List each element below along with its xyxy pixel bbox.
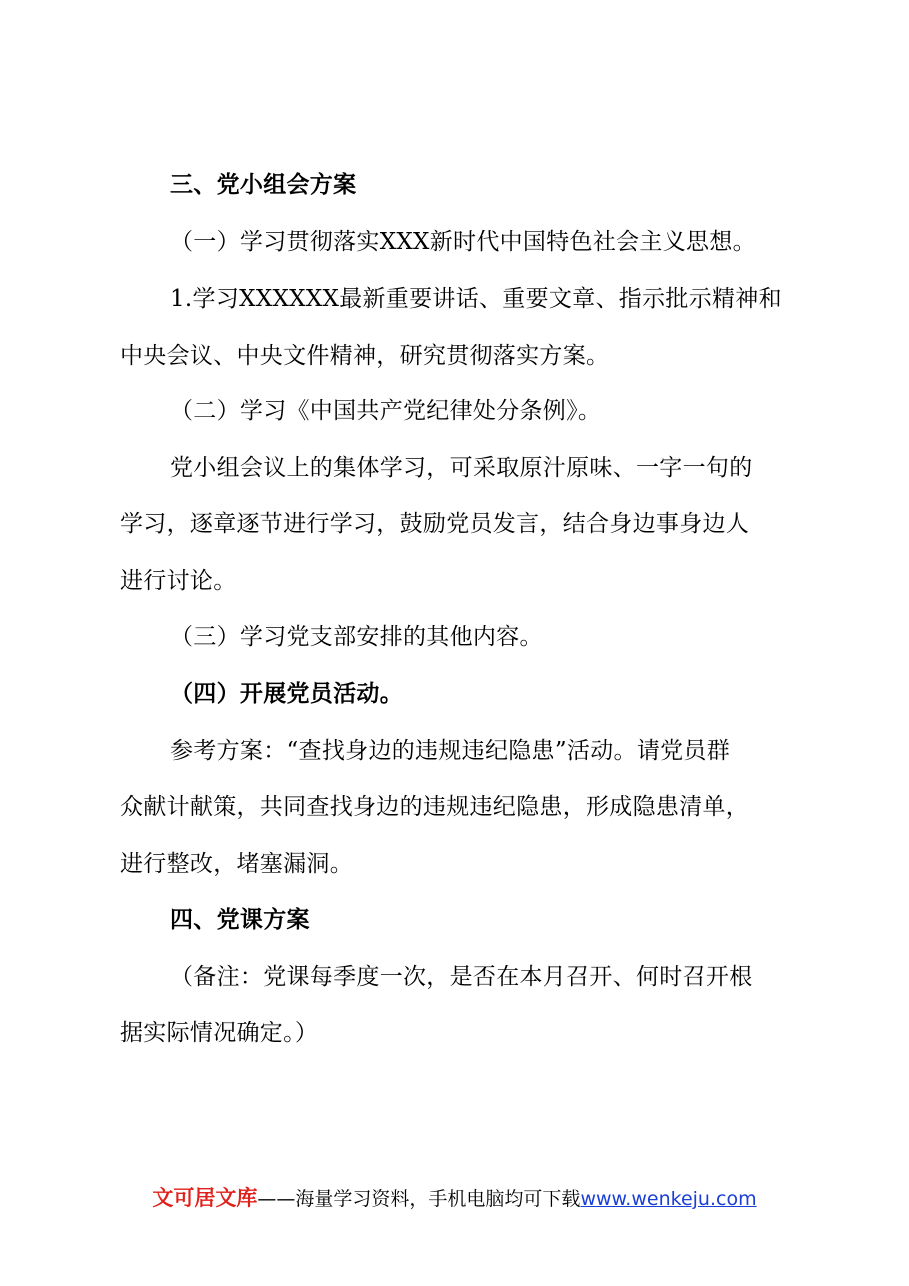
footer-tagline: ——海量学习资料，手机电脑均可下载: [257, 1188, 581, 1210]
paragraph-line: （四）开展党员活动。: [170, 681, 403, 707]
paragraph-line: 参考方案：“查找身边的违规违纪隐患”活动。请党员群: [170, 738, 731, 764]
paragraph-line: 进行讨论。: [120, 568, 237, 594]
paragraph-line: （备注：党课每季度一次，是否在本月召开、何时召开根: [170, 964, 753, 990]
paragraph-line: 众献计献策，共同查找身边的违规违纪隐患，形成隐患清单，: [120, 794, 750, 820]
section-heading-4: 四、党课方案: [170, 907, 310, 933]
paragraph-line: 据实际情况确定。）: [120, 1020, 319, 1046]
section-heading-3: 三、党小组会方案: [170, 172, 357, 198]
paragraph-line: （三）学习党支部安排的其他内容。: [170, 624, 543, 650]
footer-url-link[interactable]: www.wenkeju.com: [580, 1188, 757, 1210]
paragraph-line: 党小组会议上的集体学习，可采取原汁原味、一字一句的: [170, 455, 753, 481]
paragraph-line: 学习，逐章逐节进行学习，鼓励党员发言，结合身边事身边人: [120, 511, 750, 537]
paragraph-line: 进行整改，堵塞漏洞。: [120, 851, 353, 877]
paragraph-line: （二）学习《中国共产党纪律处分条例》。: [170, 398, 602, 424]
paragraph-line: 1.学习XXXXXX最新重要讲话、重要文章、指示批示精神和: [170, 286, 782, 312]
footer-banner: [0, 1182, 909, 1212]
paragraph-line: 中央会议、中央文件精神，研究贯彻落实方案。: [120, 343, 610, 369]
footer-brand: 文可居文库: [152, 1186, 258, 1210]
paragraph-line: （一）学习贯彻落实XXX新时代中国特色社会主义思想。: [170, 229, 756, 255]
